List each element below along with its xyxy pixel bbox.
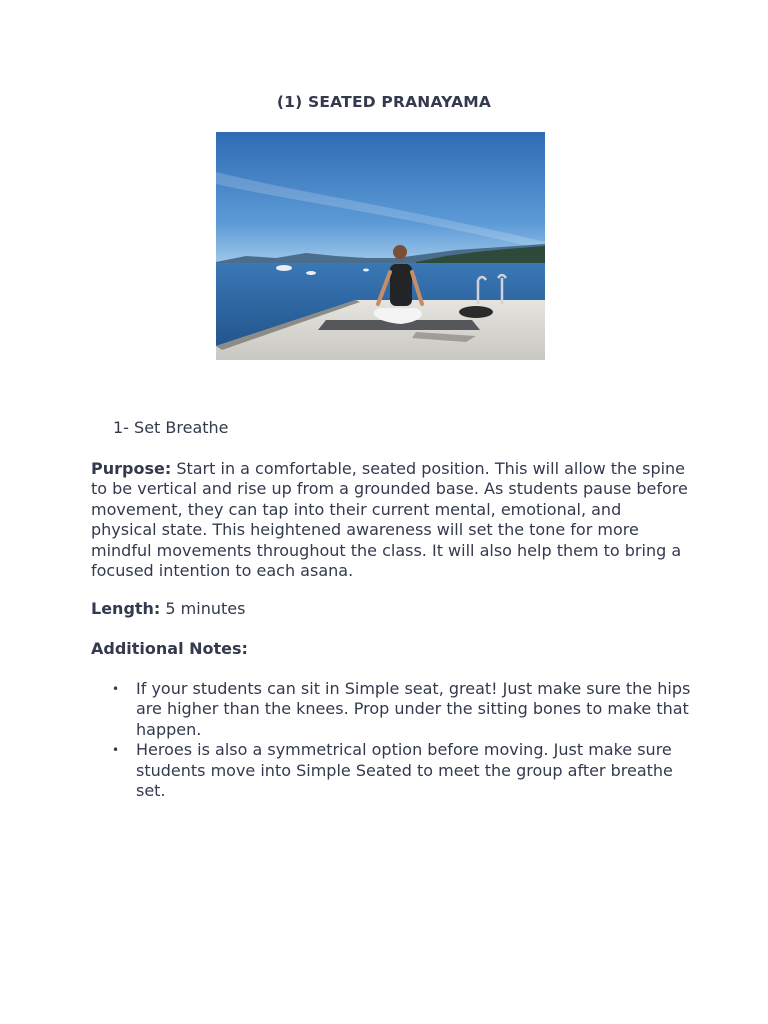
seated-meditation-on-dock-image <box>216 132 545 360</box>
length-paragraph <box>91 599 691 619</box>
yoga-photo <box>216 132 545 360</box>
length-text: 5 minutes <box>160 599 246 618</box>
note-text: Heroes is also a symmetrical option before moving. Just make sure students move into Simple Seated to meet the group after breathe set. <box>136 740 673 801</box>
note-text: If your students can sit in Simple seat, great! Just make sure the hips are higher than the knees. Prop under the sitting bones to make that happen. <box>136 679 691 739</box>
additional-notes-heading: Additional Notes: <box>91 639 248 658</box>
additional-notes-list <box>91 679 691 801</box>
section-heading: 1- Set Breathe <box>113 418 229 437</box>
purpose-paragraph <box>91 459 691 581</box>
length-label: Length: <box>91 599 161 618</box>
purpose-label: Purpose: <box>91 459 172 478</box>
list-item <box>91 740 691 801</box>
bullet-icon: • <box>112 743 120 758</box>
purpose-text: Start in a comfortable, seated position. This will allow the spine to be vertical and rise up from a grounded base. As students pause before movement, they can tap into their current mental, emotional, and physical state. This heightened awareness will set the tone for more mindful movements throughout the class. It will also help them to bring a focused intention to each asana. <box>91 459 688 581</box>
bullet-icon: • <box>112 682 120 696</box>
document-title: (1) SEATED PRANAYAMA <box>276 93 492 111</box>
list-item <box>91 679 691 740</box>
